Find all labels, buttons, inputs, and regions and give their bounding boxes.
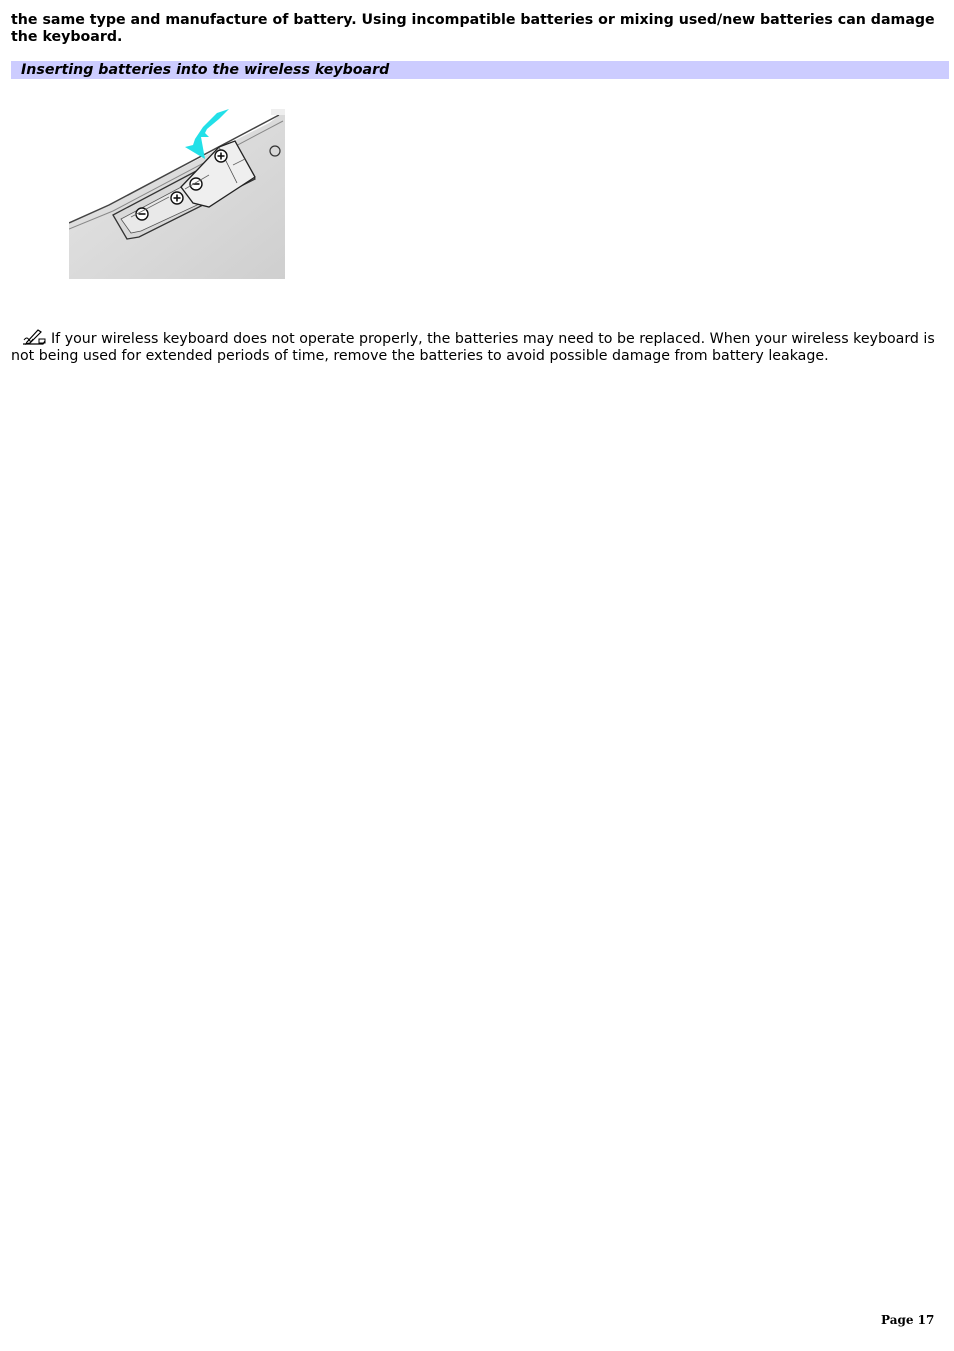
battery-plus-icon (171, 192, 183, 204)
section-header-bar (11, 61, 949, 79)
note-pencil-icon (21, 328, 47, 346)
note-text: If your wireless keyboard does not operate properly, the batteries may need to be replaced. When your wireless keyboard is not being used for extended periods of time, remove the batteries to avoid possible damage from battery leakage. (11, 331, 935, 364)
page-number: Page 17 (881, 1313, 935, 1327)
battery-plus-icon (215, 150, 227, 162)
battery-insertion-illustration (69, 107, 285, 279)
keyboard-battery-compartment-image (69, 107, 285, 279)
battery-minus-icon (136, 208, 148, 220)
section-title: Inserting batteries into the wireless keyboard (21, 62, 390, 78)
note-paragraph (11, 328, 936, 365)
battery-warning-text: the same type and manufacture of battery. Using incompatible batteries or mixing used/new batteries can damage the keyboard. (11, 12, 935, 45)
